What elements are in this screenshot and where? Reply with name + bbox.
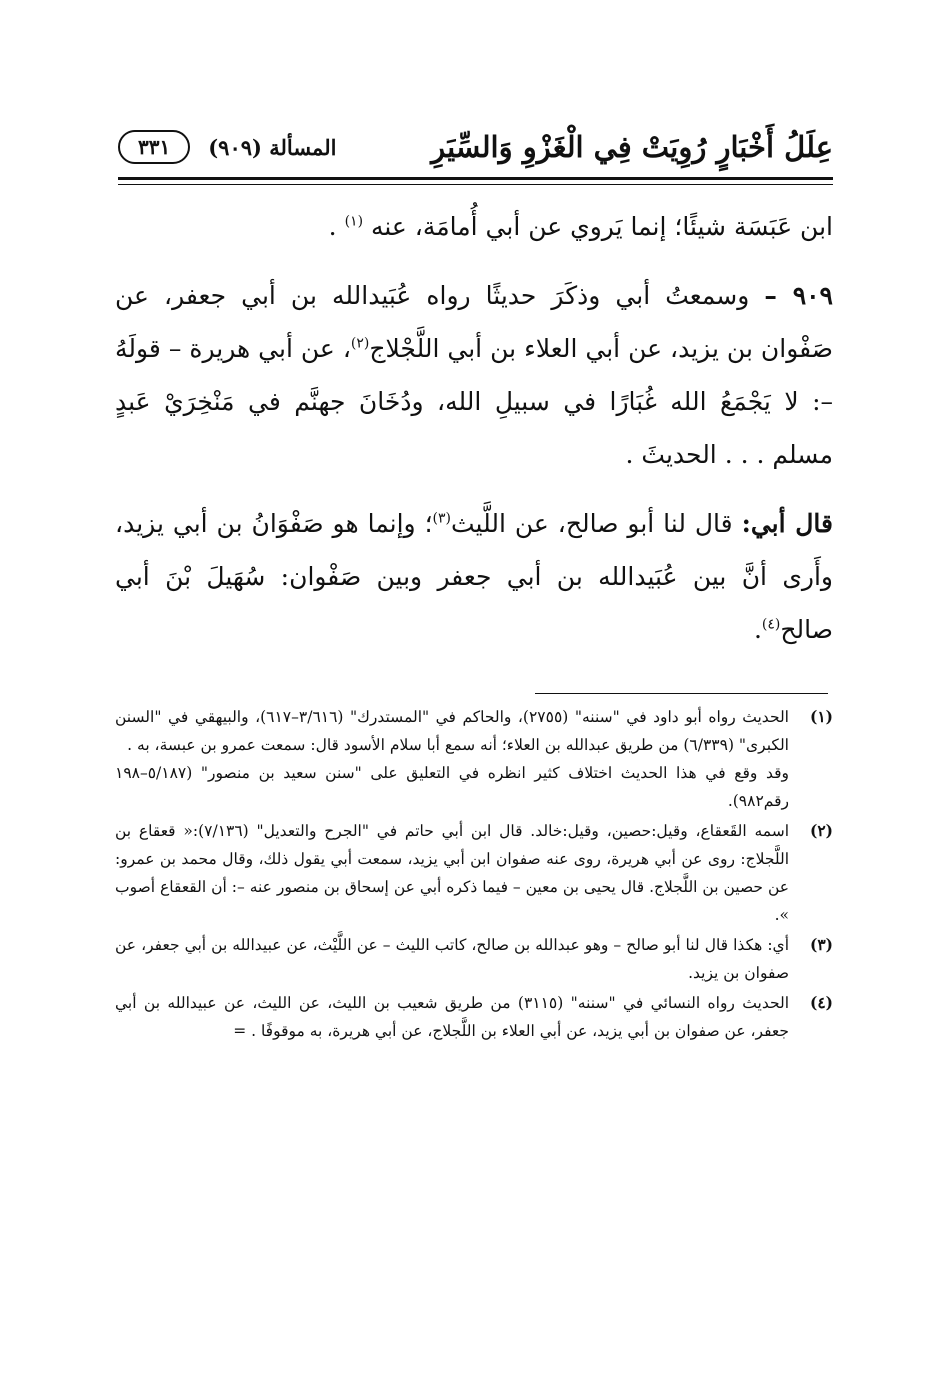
hadith-paragraph (115, 269, 833, 481)
footnote-text: أي: هكذا قال لنا أبو صالح – وهو عبدالله بن صالح، كاتب الليث – عن اللَّيْث، عن عبيدالله بن أبي جعفر، عن صفوان بن يزيد. (115, 936, 789, 982)
footnote-ref-4: (٤) (761, 616, 781, 633)
footnote-text: الحديث رواه النسائي في "سننه" (٣١١٥) من طريق شعيب بن الليث، عن الليث، عن عبيدالله بن أبي جعفر، عن صفوان بن أبي يزيد، عن أبي العلاء بن اللَّجلاج، عن أبي هريرة، به موقوفًا . = (115, 994, 789, 1040)
footnote-text: وقد وقع في هذا الحديث اختلاف كثير انظره في التعليق على "سنن سعيد بن منصور" (٥/١٨٧–١٩٨ رقم٩٨٢). (115, 764, 789, 810)
page-number-badge: ٣٣١ (118, 130, 190, 164)
footnote-separator (535, 693, 828, 694)
main-text (115, 200, 833, 656)
footnote-1 (115, 703, 833, 815)
header-issue-group (118, 130, 336, 164)
intro-line: ابن عَبَسَة شيئًا؛ إنما يَروي عن أبي أُمامَة، عنه (370, 212, 833, 241)
reply-paragraph (115, 497, 833, 656)
footnote-ref-3: (٣) (432, 510, 451, 527)
footnote-body (115, 989, 789, 1045)
header-rule-thick (118, 177, 833, 180)
running-header (118, 118, 833, 176)
hadith-text-part2: ، عن أبي هريرة – قولَهُ –: لا يَجْمَعُ الله غُبَارًا في سبيلِ الله، ودُخَانَ جهنَّم في مَنْخِرَيْ عَبدٍ مسلم . . . الحديثَ . (115, 334, 833, 469)
intro-paragraph (115, 200, 833, 253)
footnote-body (115, 703, 789, 815)
footnote-4 (115, 989, 833, 1045)
footnote-marker: (٢) (809, 821, 833, 840)
footnote-text: الحديث رواه أبو داود في "سننه" (٢٧٥٥)، والحاكم في "المستدرك" (٣/٦١٦–٦١٧)، والبيهقي في "السنن الكبرى" (٦/٣٣٩) من طريق عبدالله بن العلاء؛ أنه سمع أبا سلام الأسود قال: سمعت عمرو بن عبسة، به . (115, 708, 789, 754)
intro-period: . (328, 212, 337, 241)
footnote-body (115, 817, 789, 929)
footnote-2 (115, 817, 833, 929)
reply-end: . (753, 615, 762, 644)
footnote-marker: (١) (809, 707, 833, 726)
footnotes (115, 703, 833, 1047)
footnote-marker: (٤) (809, 993, 833, 1012)
footnote-3 (115, 931, 833, 987)
footnote-text: اسمه القَعقاع، وقيل:حصين، وقيل:خالد. قال ابن أبي حاتم في "الجرح والتعديل" (٧/١٣٦):« قعقاع بن اللَّجلاج: روى عن أبي هريرة، روى عنه صفوان ابن أبي يزيد، سمعت أبي يقول ذلك، وقال محمد بن عمرو: عن حصين بن اللَّجلاج. قال يحيى بن معين – فيما ذكره أبي عن إسحاق بن منصور عنه –: أن القعقاع أصوب ». (115, 822, 790, 924)
speaker-label: قال أبي: (741, 509, 834, 538)
reply-text-part2: ؛ وإنما هو صَفْوَانُ بن أبي يزيد، وأَرى أنَّ بين عُبَيدالله بن أبي جعفر وبين صَفْوان: سُهَيلَ بْنَ أبي صالح (115, 509, 833, 644)
hadith-text-part1: وسمعتُ أبي وذكَرَ حديثًا رواه عُبَيدالله بن أبي جعفر، عن صَفْوان بن يزيد، عن أبي العلاء بن أبي اللَّجْلاج (115, 281, 833, 363)
footnote-body (115, 931, 789, 987)
reply-text-part1: قال لنا أبو صالح، عن اللَّيث (451, 509, 733, 538)
issue-label: المسألة (٩٠٩) (208, 134, 337, 160)
header-rule-thin (118, 184, 833, 185)
hadith-number: ٩٠٩ – (764, 281, 833, 310)
footnote-ref-1: (١) (344, 213, 364, 230)
footnote-ref-2: (٢) (350, 335, 370, 352)
footnote-marker: (٣) (809, 935, 833, 954)
book-title: عِلَلُ أَخْبَارٍ رُوِيَتْ فِي الْغَزْوِ وَالسِّيَرِ (431, 130, 833, 164)
